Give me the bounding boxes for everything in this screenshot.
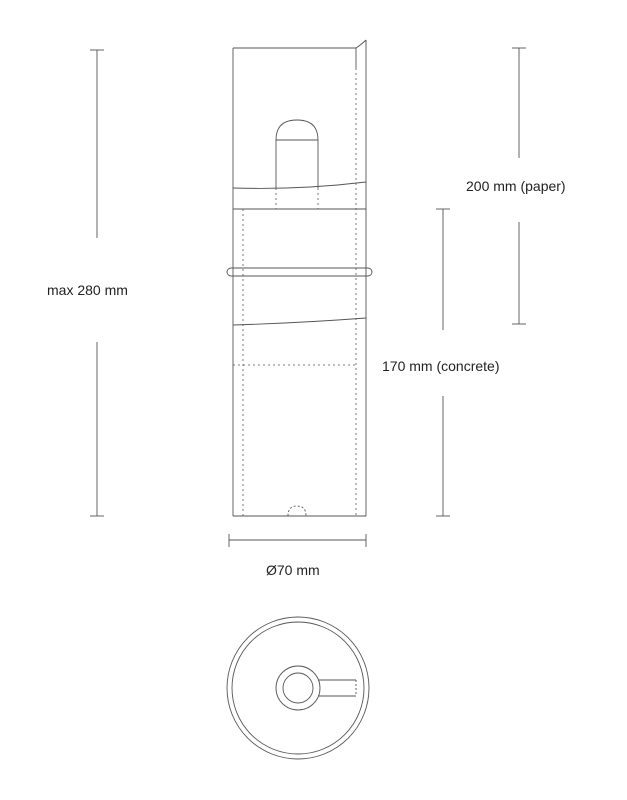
paper-height-label: 200 mm (paper) — [466, 178, 566, 194]
plan-view — [227, 617, 369, 759]
hidden-lines — [233, 68, 356, 516]
concrete-height-label: 170 mm (concrete) — [382, 358, 500, 374]
dimension-line-diameter — [229, 534, 366, 547]
side-elevation — [227, 40, 372, 516]
max-height-label: max 280 mm — [47, 282, 128, 298]
diameter-label: Ø70 mm — [266, 562, 320, 578]
